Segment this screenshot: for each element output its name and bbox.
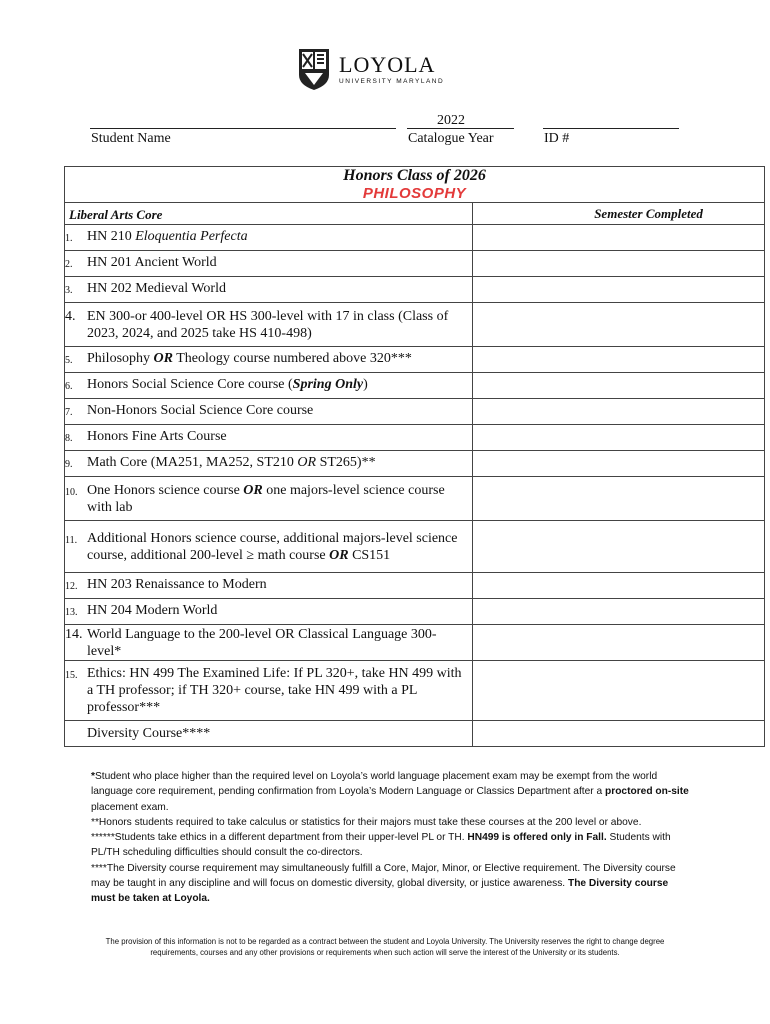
course-cell bbox=[65, 425, 473, 451]
footnotes bbox=[91, 769, 691, 907]
course-cell bbox=[65, 477, 473, 521]
table-row bbox=[65, 661, 765, 721]
semester-completed-cell[interactable] bbox=[473, 303, 765, 347]
course-cell bbox=[65, 347, 473, 373]
table-row bbox=[65, 373, 765, 399]
row-number: 8. bbox=[65, 433, 73, 444]
course-cell bbox=[65, 625, 473, 661]
course-text: Honors Social Science Core course (Spring Only) bbox=[87, 377, 368, 392]
catalogue-year-label: Catalogue Year bbox=[408, 131, 494, 146]
major-subtitle: PHILOSOPHY bbox=[362, 185, 467, 202]
table-row bbox=[65, 277, 765, 303]
col-header-semester: Semester Completed bbox=[473, 203, 765, 225]
table-row bbox=[65, 347, 765, 373]
semester-completed-cell[interactable] bbox=[473, 347, 765, 373]
course-cell bbox=[65, 225, 473, 251]
semester-completed-cell[interactable] bbox=[473, 451, 765, 477]
course-text: Ethics: HN 499 The Examined Life: If PL 320+, take HN 499 with a TH professor; if TH 320+ course, take HN 499 with a PL professor*** bbox=[87, 666, 462, 715]
course-text: HN 204 Modern World bbox=[87, 603, 218, 618]
course-text: Philosophy OR Theology course numbered above 320*** bbox=[87, 351, 412, 366]
table-row bbox=[65, 399, 765, 425]
table-row bbox=[65, 625, 765, 661]
semester-completed-cell[interactable] bbox=[473, 573, 765, 599]
student-name-label: Student Name bbox=[91, 131, 171, 146]
row-number: 10. bbox=[65, 486, 78, 498]
requirements-table bbox=[64, 166, 765, 747]
table-row bbox=[65, 573, 765, 599]
footer-disclaimer: The provision of this information is not to be regarded as a contract between the student and Loyola University. The University reserves the right to change degree requirements, courses and any other provisions or requirements when such action will serve the interest of the University or its students. bbox=[105, 937, 665, 957]
table-row bbox=[65, 303, 765, 347]
semester-completed-cell[interactable] bbox=[473, 399, 765, 425]
course-cell bbox=[65, 373, 473, 399]
footnote-2: **Honors students required to take calculus or statistics for their majors must take these courses at the 200 level or above. bbox=[91, 816, 642, 828]
table-row bbox=[65, 451, 765, 477]
row-number: 1. bbox=[65, 233, 73, 244]
logo-name: LOYOLA bbox=[339, 51, 436, 77]
row-number: 11. bbox=[65, 534, 78, 546]
semester-completed-cell[interactable] bbox=[473, 277, 765, 303]
shield-crest-icon bbox=[297, 47, 331, 91]
table-row bbox=[65, 425, 765, 451]
table-row bbox=[65, 599, 765, 625]
catalogue-year-value: 2022 bbox=[437, 113, 465, 128]
course-cell bbox=[65, 451, 473, 477]
course-cell bbox=[65, 251, 473, 277]
catalogue-year-line[interactable] bbox=[407, 128, 514, 129]
row-number: 5. bbox=[65, 355, 73, 366]
id-line[interactable] bbox=[543, 128, 679, 129]
course-cell bbox=[65, 661, 473, 721]
semester-completed-cell[interactable] bbox=[473, 225, 765, 251]
semester-completed-cell[interactable] bbox=[473, 599, 765, 625]
course-cell bbox=[65, 277, 473, 303]
course-text: Diversity Course**** bbox=[87, 726, 211, 741]
student-name-line[interactable] bbox=[90, 128, 396, 129]
logo-subtitle: UNIVERSITY MARYLAND bbox=[339, 77, 445, 85]
course-cell bbox=[65, 399, 473, 425]
table-row bbox=[65, 251, 765, 277]
semester-completed-cell[interactable] bbox=[473, 661, 765, 721]
row-number: 12. bbox=[65, 581, 78, 592]
row-number: 6. bbox=[65, 381, 73, 392]
course-cell bbox=[65, 521, 473, 573]
course-text: One Honors science course OR one majors-level science course with lab bbox=[87, 482, 445, 515]
row-number: 2. bbox=[65, 259, 73, 270]
semester-completed-cell[interactable] bbox=[473, 251, 765, 277]
table-row bbox=[65, 225, 765, 251]
course-cell bbox=[65, 303, 473, 347]
course-text: Non-Honors Social Science Core course bbox=[87, 403, 314, 418]
course-cell bbox=[65, 721, 473, 747]
table-row bbox=[65, 721, 765, 747]
table-row bbox=[65, 521, 765, 573]
course-cell bbox=[65, 573, 473, 599]
row-number: 3. bbox=[65, 285, 73, 296]
semester-completed-cell[interactable] bbox=[473, 521, 765, 573]
course-text: World Language to the 200-level OR Classical Language 300-level* bbox=[87, 626, 437, 659]
footnote-1: *Student who place higher than the required level on Loyola’s world language placement exam may be exempt from the world language core requirement, pending confirmation from Loyola’s Modern Language or Classics Department after a proctored on-site placement exam. bbox=[91, 771, 689, 813]
row-number: 13. bbox=[65, 607, 78, 618]
row-number: 4. bbox=[65, 308, 76, 324]
row-number: 14. bbox=[65, 626, 83, 642]
col-header-core: Liberal Arts Core bbox=[65, 203, 473, 225]
footnote-3: ******Students take ethics in a different department from their upper-level PL or TH. HN499 is offered only in Fall. Students with PL/TH scheduling difficulties should consult the co-directors. bbox=[91, 832, 671, 859]
semester-completed-cell[interactable] bbox=[473, 477, 765, 521]
course-text: HN 201 Ancient World bbox=[87, 255, 217, 270]
course-text: HN 210 Eloquentia Perfecta bbox=[87, 229, 248, 244]
table-row bbox=[65, 477, 765, 521]
semester-completed-cell[interactable] bbox=[473, 721, 765, 747]
id-label: ID # bbox=[544, 131, 570, 146]
semester-completed-cell[interactable] bbox=[473, 373, 765, 399]
row-number: 15. bbox=[65, 670, 78, 681]
semester-completed-cell[interactable] bbox=[473, 425, 765, 451]
university-logo bbox=[297, 47, 444, 91]
course-text: Additional Honors science course, additional majors-level science course, additional 200-level ≥ math course OR CS151 bbox=[87, 530, 458, 563]
course-cell bbox=[65, 599, 473, 625]
row-number bbox=[65, 725, 87, 727]
table-title: Honors Class of 2026 bbox=[343, 167, 486, 184]
course-text: HN 202 Medieval World bbox=[87, 281, 226, 296]
footnote-4: ****The Diversity course requirement may simultaneously fulfill a Core, Major, Minor, or Elective requirement. The Diversity course may be taught in any discipline and will focus on domestic diversity, global diversity, or justice awareness. The Diversity course must be taken at Loyola. bbox=[91, 862, 676, 905]
course-text: EN 300-or 400-level OR HS 300-level with 17 in class (Class of 2023, 2024, and 2025 take HS 410-498) bbox=[87, 308, 449, 341]
row-number: 9. bbox=[65, 459, 73, 470]
row-number: 7. bbox=[65, 407, 73, 418]
semester-completed-cell[interactable] bbox=[473, 625, 765, 661]
table-title-cell bbox=[65, 167, 765, 203]
course-text: HN 203 Renaissance to Modern bbox=[87, 577, 267, 592]
course-text: Math Core (MA251, MA252, ST210 OR ST265)** bbox=[87, 455, 376, 470]
course-text: Honors Fine Arts Course bbox=[87, 429, 227, 444]
